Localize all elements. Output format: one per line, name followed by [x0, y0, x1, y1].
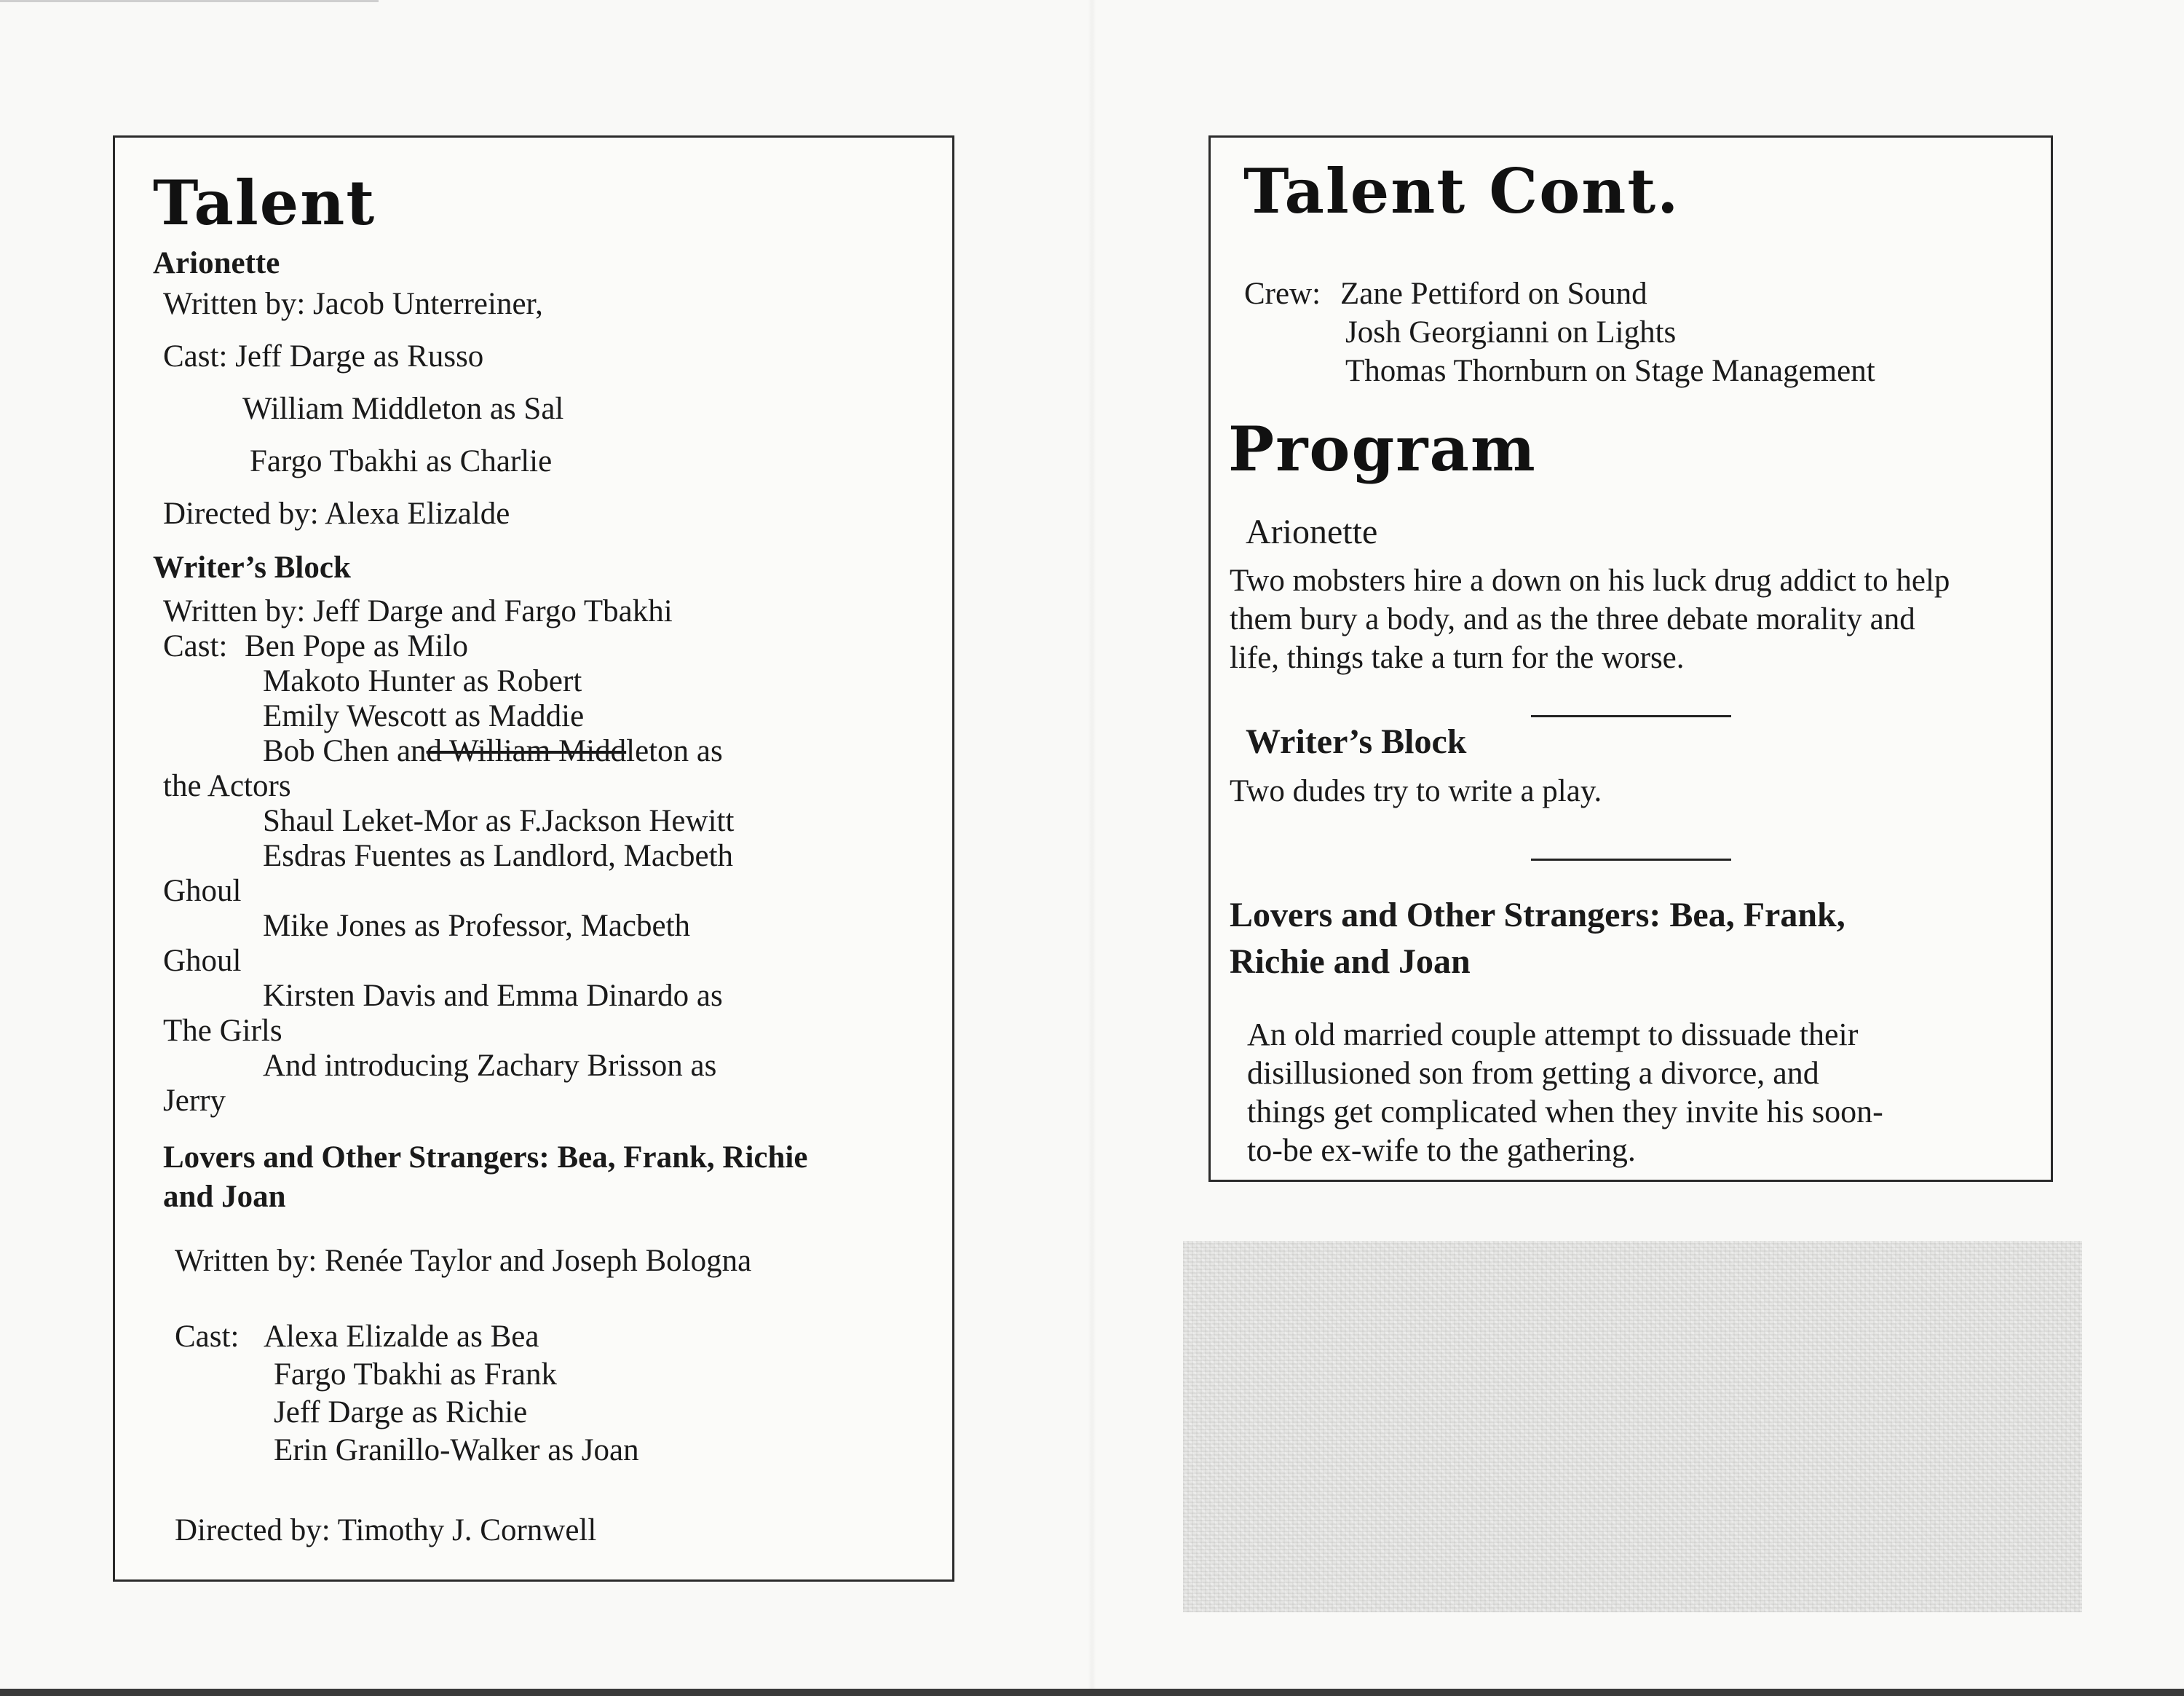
- cast-text: leton as: [626, 734, 723, 768]
- lovers-cast-line: Jeff Darge as Richie: [274, 1395, 528, 1429]
- program-writers-block-desc: Two dudes try to write a play.: [1230, 774, 1602, 808]
- program-writers-block-title: Writer’s Block: [1246, 722, 1467, 761]
- program-heading: Program: [1228, 413, 1537, 485]
- lovers-title-line1: Lovers and Other Strangers: Bea, Frank, Richie: [163, 1140, 808, 1175]
- talent-panel: [113, 135, 954, 1582]
- writers-block-cast-wrap: The Girls: [163, 1014, 282, 1048]
- page-bottom-edge: [0, 1689, 2184, 1696]
- lovers-written-by: Written by: Renée Taylor and Joseph Bologna: [175, 1244, 752, 1278]
- struck-out-text: d William Midd: [426, 734, 627, 768]
- lovers-cast-line: Fargo Tbakhi as Frank: [274, 1357, 557, 1392]
- program-arionette-desc: them bury a body, and as the three debate morality and: [1230, 602, 1915, 636]
- crew-label: Crew:: [1244, 277, 1321, 311]
- talent-heading: Talent: [153, 167, 376, 239]
- writers-block-cast-label: Cast:: [163, 629, 228, 663]
- writers-block-cast-wrap: the Actors: [163, 769, 291, 803]
- arionette-cast-line: Fargo Tbakhi as Charlie: [250, 444, 553, 478]
- program-lovers-title-line1: Lovers and Other Strangers: Bea, Frank,: [1230, 896, 1845, 934]
- writers-block-cast-wrap: Ghoul: [163, 874, 242, 908]
- lovers-cast-label: Cast:: [175, 1320, 240, 1354]
- writers-block-cast-line: Esdras Fuentes as Landlord, Macbeth: [263, 839, 734, 873]
- page-top-edge: [0, 0, 379, 2]
- program-arionette-desc: life, things take a turn for the worse.: [1230, 641, 1685, 675]
- lovers-directed-by: Directed by: Timothy J. Cornwell: [175, 1513, 597, 1547]
- arionette-cast-line: Cast: Jeff Darge as Russo: [163, 339, 484, 374]
- writers-block-cast-line: Emily Wescott as Maddie: [263, 699, 585, 733]
- talent-cont-panel: [1208, 135, 2053, 1182]
- writers-block-written-by: Written by: Jeff Darge and Fargo Tbakhi: [163, 594, 673, 628]
- writers-block-cast-wrap: Ghoul: [163, 944, 242, 978]
- writers-block-cast-line: Makoto Hunter as Robert: [263, 664, 582, 698]
- program-lovers-desc: to-be ex-wife to the gathering.: [1247, 1132, 1636, 1168]
- lovers-title-line2: and Joan: [163, 1180, 286, 1214]
- crew-line: Zane Pettiford on Sound: [1340, 277, 1647, 311]
- writers-block-cast-line: Mike Jones as Professor, Macbeth: [263, 909, 691, 943]
- section-divider: [1531, 859, 1731, 861]
- halftone-image-area: [1183, 1241, 2082, 1612]
- writers-block-cast-line: Ben Pope as Milo: [245, 629, 468, 663]
- program-arionette-desc: Two mobsters hire a down on his luck drug addict to help: [1230, 564, 1950, 598]
- page-fold-gutter: [1088, 0, 1096, 1696]
- crew-line: Josh Georgianni on Lights: [1345, 315, 1677, 350]
- writers-block-title: Writer’s Block: [153, 551, 351, 585]
- writers-block-cast-line: Kirsten Davis and Emma Dinardo as: [263, 979, 723, 1013]
- talent-cont-heading: Talent Cont.: [1243, 155, 1680, 227]
- writers-block-cast-line: [263, 733, 723, 769]
- arionette-title: Arionette: [153, 246, 280, 280]
- writers-block-cast-line: Shaul Leket-Mor as F.Jackson Hewitt: [263, 804, 735, 838]
- arionette-directed-by: Directed by: Alexa Elizalde: [163, 497, 510, 531]
- cast-text: Bob Chen an: [263, 734, 427, 768]
- program-lovers-desc: things get complicated when they invite his soon-: [1247, 1094, 1883, 1129]
- lovers-cast-line: Alexa Elizalde as Bea: [264, 1320, 539, 1354]
- program-lovers-desc: disillusioned son from getting a divorce, and: [1247, 1055, 1819, 1091]
- program-arionette-title: Arionette: [1246, 513, 1378, 551]
- crew-line: Thomas Thornburn on Stage Management: [1345, 354, 1875, 388]
- writers-block-cast-line: And introducing Zachary Brisson as: [263, 1049, 717, 1083]
- section-divider: [1531, 715, 1731, 717]
- lovers-cast-line: Erin Granillo-Walker as Joan: [274, 1433, 639, 1467]
- arionette-cast-line: William Middleton as Sal: [242, 392, 564, 426]
- writers-block-cast-wrap: Jerry: [163, 1084, 226, 1118]
- arionette-written-by: Written by: Jacob Unterreiner,: [163, 287, 543, 321]
- program-lovers-title-line2: Richie and Joan: [1230, 942, 1471, 981]
- program-lovers-desc: An old married couple attempt to dissuade their: [1247, 1017, 1859, 1052]
